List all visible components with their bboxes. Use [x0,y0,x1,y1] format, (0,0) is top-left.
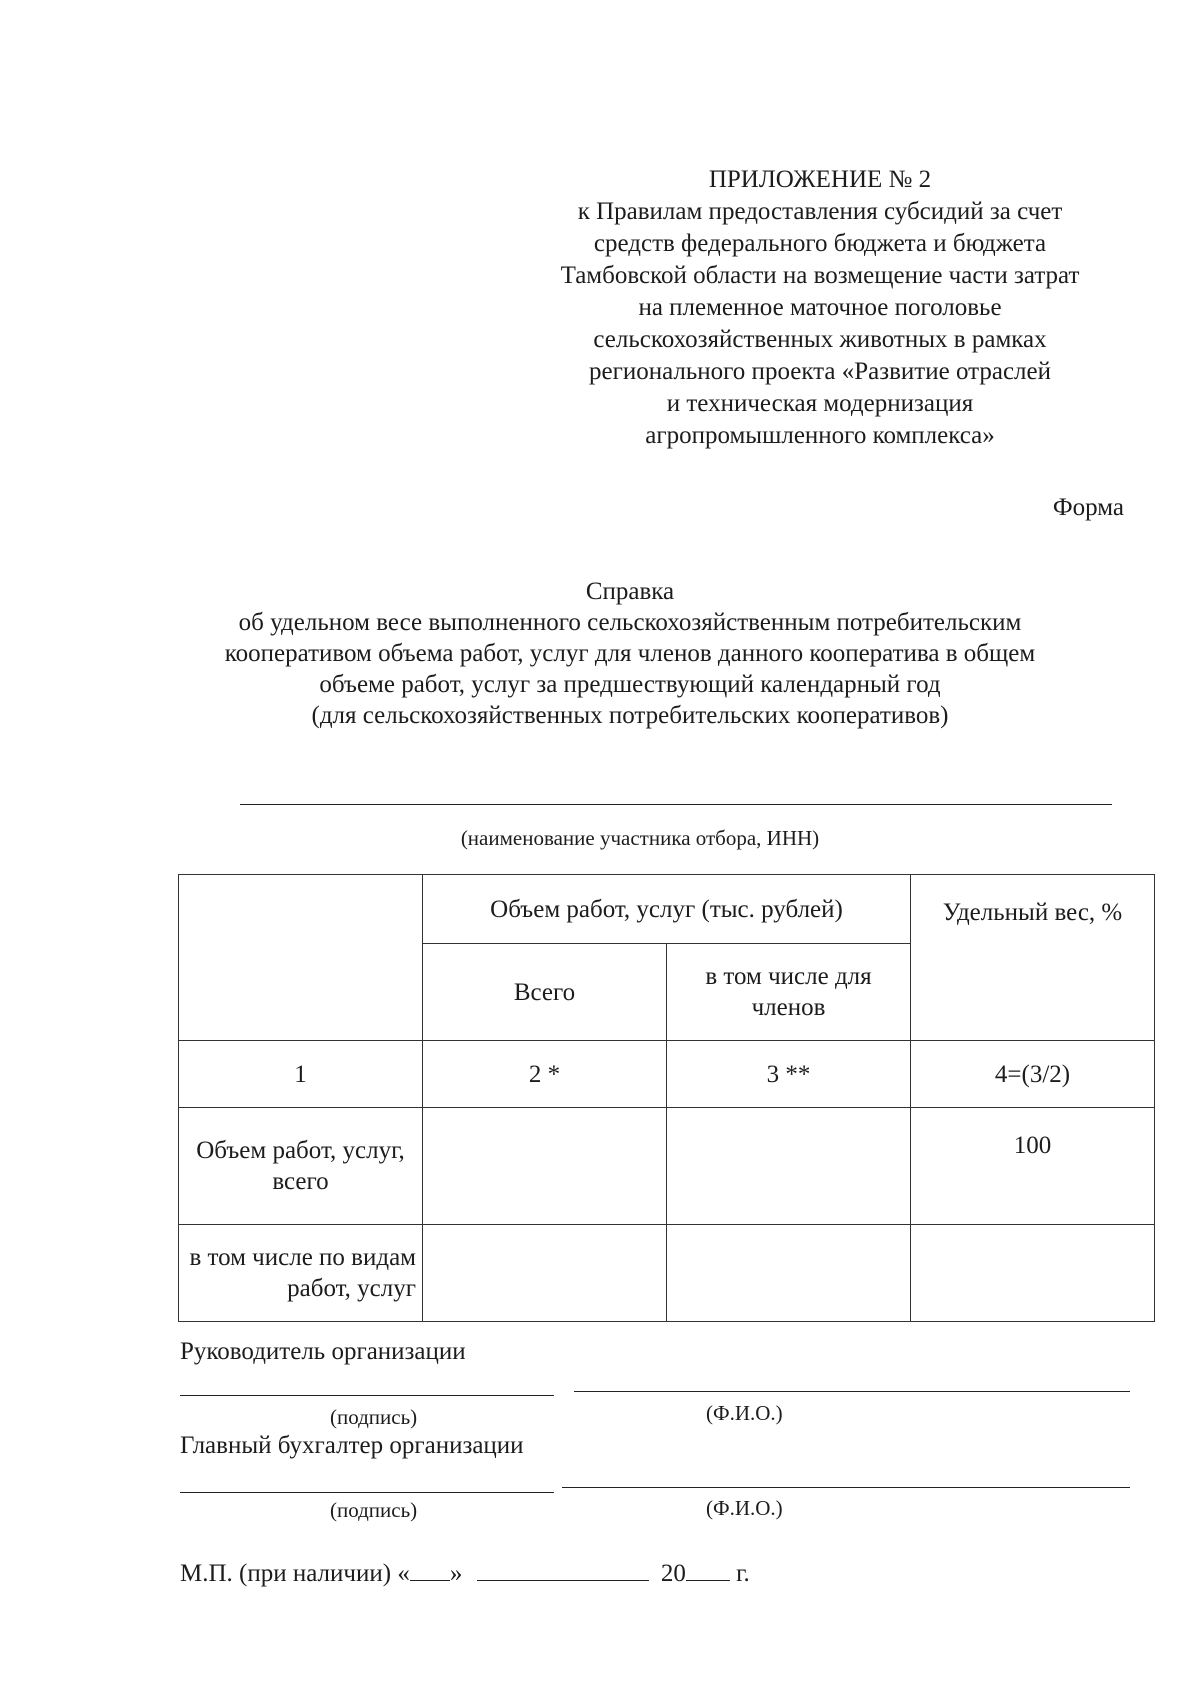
accountant-signature-caption: (подпись) [330,1498,418,1522]
month-blank[interactable] [477,1558,649,1581]
head-label: Руководитель организации [180,1338,466,1365]
row-total-members-cell[interactable] [667,1108,911,1225]
appendix-line: и техническая модернизация [666,390,974,417]
column-number-4: 4=(3/2) [911,1041,1155,1108]
header-members: в том числе для членов [667,944,911,1041]
appendix-line: агропромышленного комплекса» [645,422,995,449]
appendix-line: к Правилам предоставления субсидий за счет [577,198,1063,225]
appendix-title: ПРИЛОЖЕНИЕ № 2 [708,166,932,193]
accountant-name-line[interactable] [562,1487,1130,1488]
participant-name-line[interactable] [240,804,1112,805]
appendix-line: регионального проекта «Развитие отраслей [589,358,1051,385]
row-total-all-cell[interactable] [423,1108,667,1225]
stamp-prefix: М.П. (при наличии) « [180,1560,410,1587]
column-number-1: 1 [179,1041,423,1108]
quote-close: » [449,1560,463,1587]
title-line: кооперативом объема работ, услуг для членов данного кооператива в общем [224,640,1036,667]
row-sub-members-cell[interactable] [667,1225,911,1322]
stamp-date-line [180,1558,750,1588]
day-blank[interactable] [410,1558,450,1581]
title-line: объеме работ, услуг за предшествующий календарный год [319,671,941,698]
appendix-line: на племенное маточное поголовье [638,294,1002,321]
title-heading: Справка [585,578,675,605]
share-table [178,874,1155,1322]
row-sub-share-cell[interactable] [911,1225,1155,1322]
year-suffix: г. [736,1560,750,1587]
appendix-line: Тамбовской области на возмещение части затрат [560,262,1080,289]
header-volume: Объем работ, услуг (тыс. рублей) [423,875,911,944]
appendix-line: средств федерального бюджета и бюджета [593,230,1047,257]
header-share: Удельный вес, % [911,875,1155,1041]
column-number-3: 3 ** [667,1041,911,1108]
appendix-line: сельскохозяйственных животных в рамках [593,326,1047,353]
form-label: Форма [1052,494,1124,521]
column-number-2: 2 * [423,1041,667,1108]
head-name-line[interactable] [574,1391,1130,1392]
row-total-label: Объем работ, услуг, всего [179,1108,423,1225]
accountant-signature-line[interactable] [180,1492,554,1493]
title-line: (для сельскохозяйственных потребительских кооперативов) [311,702,949,729]
head-signature-caption: (подпись) [330,1405,418,1429]
row-sub-label: в том числе по видам работ, услуг [179,1225,423,1322]
accountant-name-caption: (Ф.И.О.) [706,1496,783,1520]
row-sub-all-cell[interactable] [423,1225,667,1322]
header-total: Всего [423,944,667,1041]
head-signature-line[interactable] [180,1395,554,1396]
year-prefix: 20 [660,1560,686,1587]
participant-caption: (наименование участника отбора, ИНН) [460,826,820,850]
accountant-label: Главный бухгалтер организации [180,1432,524,1459]
year-blank[interactable] [686,1558,730,1581]
head-name-caption: (Ф.И.О.) [706,1401,783,1425]
header-empty-cell [179,875,423,1041]
row-total-share: 100 [911,1108,1155,1225]
document-title [150,576,1110,731]
appendix-header [520,164,1120,452]
title-line: об удельном весе выполненного сельскохозяйственным потребительским [238,609,1022,636]
